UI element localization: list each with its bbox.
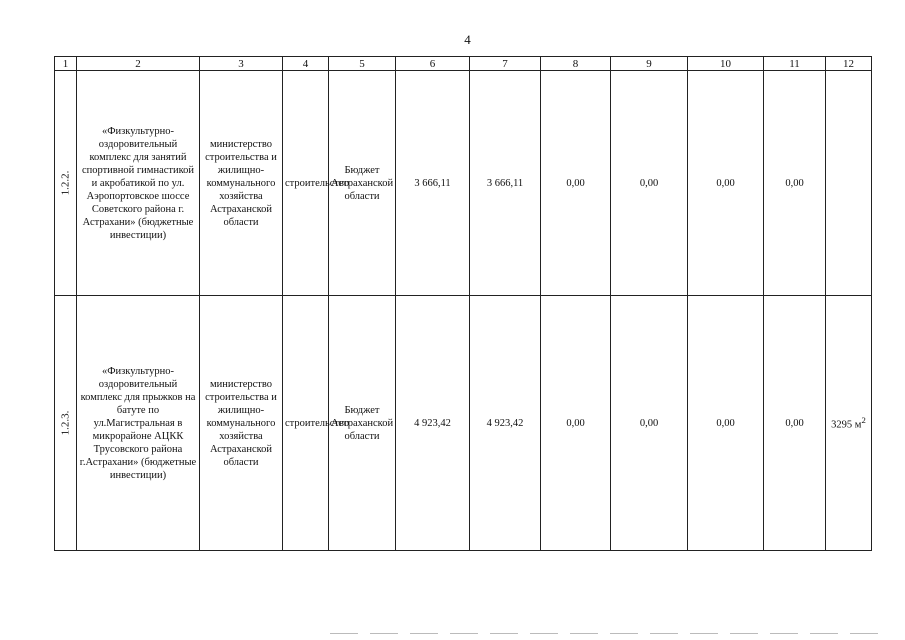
program-table xyxy=(54,56,872,551)
funding-source-cell: Бюджет Астраханской области xyxy=(329,71,396,296)
row-number-cell xyxy=(55,296,77,551)
table-row xyxy=(55,296,872,551)
table-row xyxy=(55,71,872,296)
capacity-value: 3295 м xyxy=(831,419,862,431)
customer-cell: министерство строительства и жилищно-коммунального хозяйства Астраханской области xyxy=(200,296,283,551)
row-number: 1.2.2. xyxy=(59,170,71,196)
capacity-cell xyxy=(826,296,872,551)
column-header: 5 xyxy=(329,57,396,71)
table-header-row xyxy=(55,57,872,71)
column-header: 2 xyxy=(77,57,200,71)
column-header: 4 xyxy=(283,57,329,71)
column-header: 6 xyxy=(396,57,470,71)
work-type-cell: строительство xyxy=(283,296,329,551)
value-cell-9: 0,00 xyxy=(611,71,688,296)
customer-cell: министерство строительства и жилищно-коммунального хозяйства Астраханской области xyxy=(200,71,283,296)
row-number: 1.2.3. xyxy=(59,410,71,436)
column-header: 12 xyxy=(826,57,872,71)
capacity-cell xyxy=(826,71,872,296)
column-header: 11 xyxy=(764,57,826,71)
value-cell-8: 0,00 xyxy=(541,71,611,296)
column-header: 7 xyxy=(470,57,541,71)
value-cell-9: 0,00 xyxy=(611,296,688,551)
value-cell-7: 3 666,11 xyxy=(470,71,541,296)
row-number-cell xyxy=(55,71,77,296)
page-number: 4 xyxy=(464,32,471,47)
object-name-cell: «Физкультурно-оздоровительный комплекс для прыжков на батуте по ул.Магистральная в микрорайоне АЦКК Трусовского района г.Астрахани» (бюджетные инвестиции) xyxy=(77,296,200,551)
value-cell-10: 0,00 xyxy=(688,296,764,551)
value-cell-8: 0,00 xyxy=(541,296,611,551)
work-type-cell: строительство xyxy=(283,71,329,296)
column-header: 9 xyxy=(611,57,688,71)
value-cell-10: 0,00 xyxy=(688,71,764,296)
column-header: 1 xyxy=(55,57,77,71)
value-cell-11: 0,00 xyxy=(764,296,826,551)
object-name-cell: «Физкультурно-оздоровительный комплекс для занятий спортивной гимнастикой и акробатикой по ул. Аэропортовское шоссе Советского района г. Астрахани» (бюджетные инвестиции) xyxy=(77,71,200,296)
value-cell-6: 3 666,11 xyxy=(396,71,470,296)
value-cell-7: 4 923,42 xyxy=(470,296,541,551)
capacity-unit-exponent: 2 xyxy=(861,415,866,426)
value-cell-11: 0,00 xyxy=(764,71,826,296)
column-header: 10 xyxy=(688,57,764,71)
value-cell-6: 4 923,42 xyxy=(396,296,470,551)
column-header: 3 xyxy=(200,57,283,71)
column-header: 8 xyxy=(541,57,611,71)
funding-source-cell: Бюджет Астраханской области xyxy=(329,296,396,551)
scan-artifact-line xyxy=(330,633,890,634)
